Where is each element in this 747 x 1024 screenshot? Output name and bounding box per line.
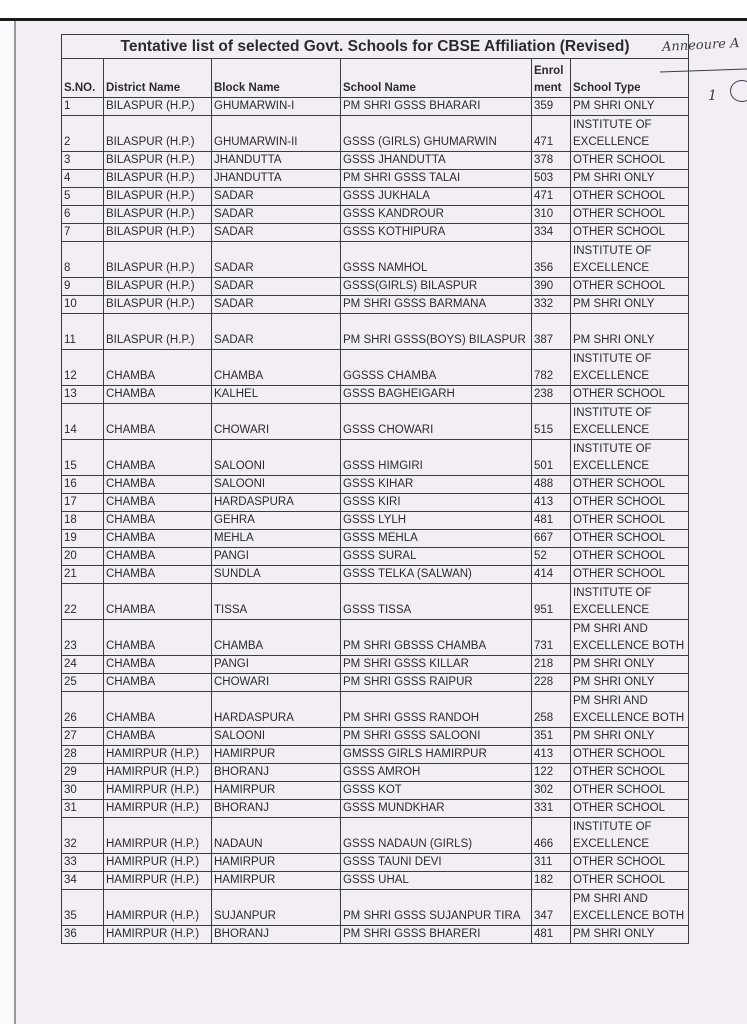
cell-block: SADAR: [212, 206, 341, 224]
table-row: [62, 728, 689, 746]
cell-block: GEHRA: [212, 512, 341, 530]
cell-sno: 27: [62, 728, 104, 746]
cell-enrolment: 667: [532, 530, 571, 548]
cell-type: INSTITUTE OF EXCELLENCE: [571, 350, 689, 386]
scanner-top-margin: [0, 0, 747, 18]
cell-sno: 34: [62, 872, 104, 890]
cell-type: OTHER SCHOOL: [571, 278, 689, 296]
cell-sno: 11: [62, 314, 104, 350]
cell-block: PANGI: [212, 548, 341, 566]
cell-enrolment: 311: [532, 854, 571, 872]
cell-sno: 35: [62, 890, 104, 926]
table-header-row: [62, 59, 689, 98]
table-row: [62, 530, 689, 548]
cell-school: GSSS UHAL: [341, 872, 532, 890]
cell-block: SUNDLA: [212, 566, 341, 584]
cell-school: GSSS NADAUN (GIRLS): [341, 818, 532, 854]
cell-enrolment: 238: [532, 386, 571, 404]
cell-block: HAMIRPUR: [212, 746, 341, 764]
cell-enrolment: 731: [532, 620, 571, 656]
cell-enrolment: 413: [532, 746, 571, 764]
handwritten-circle: [730, 80, 747, 102]
cell-block: SADAR: [212, 278, 341, 296]
cell-sno: 7: [62, 224, 104, 242]
cell-enrolment: 218: [532, 656, 571, 674]
cell-enrolment: 471: [532, 116, 571, 152]
cell-school: GSSS TISSA: [341, 584, 532, 620]
cell-enrolment: 258: [532, 692, 571, 728]
cell-district: BILASPUR (H.P.): [104, 152, 212, 170]
cell-school: GSSS MUNDKHAR: [341, 800, 532, 818]
cell-school: GSSS JUKHALA: [341, 188, 532, 206]
cell-sno: 15: [62, 440, 104, 476]
table-row: [62, 818, 689, 854]
cell-school: PM SHRI GBSSS CHAMBA: [341, 620, 532, 656]
table-row: [62, 620, 689, 656]
cell-school: PM SHRI GSSS SUJANPUR TIRA: [341, 890, 532, 926]
column-header-sno: S.NO.: [62, 59, 104, 98]
cell-type: OTHER SCHOOL: [571, 206, 689, 224]
cell-enrolment: 501: [532, 440, 571, 476]
cell-sno: 8: [62, 242, 104, 278]
cell-district: HAMIRPUR (H.P.): [104, 818, 212, 854]
cell-school: GSSS NAMHOL: [341, 242, 532, 278]
cell-block: PANGI: [212, 656, 341, 674]
cell-district: HAMIRPUR (H.P.): [104, 746, 212, 764]
cell-type: PM SHRI AND EXCELLENCE BOTH: [571, 692, 689, 728]
cell-sno: 26: [62, 692, 104, 728]
cell-block: SADAR: [212, 242, 341, 278]
cell-district: BILASPUR (H.P.): [104, 314, 212, 350]
table-row: [62, 206, 689, 224]
cell-enrolment: 122: [532, 764, 571, 782]
cell-sno: 20: [62, 548, 104, 566]
cell-type: OTHER SCHOOL: [571, 746, 689, 764]
cell-district: CHAMBA: [104, 404, 212, 440]
cell-sno: 4: [62, 170, 104, 188]
cell-sno: 25: [62, 674, 104, 692]
table-row: [62, 584, 689, 620]
cell-enrolment: 481: [532, 926, 571, 944]
cell-school: GSSS KOT: [341, 782, 532, 800]
cell-block: SALOONI: [212, 728, 341, 746]
cell-school: PM SHRI GSSS BHARERI: [341, 926, 532, 944]
cell-type: OTHER SCHOOL: [571, 188, 689, 206]
cell-district: HAMIRPUR (H.P.): [104, 926, 212, 944]
cell-type: PM SHRI ONLY: [571, 314, 689, 350]
cell-school: GSSS CHOWARI: [341, 404, 532, 440]
cell-type: PM SHRI ONLY: [571, 926, 689, 944]
table-row: [62, 278, 689, 296]
cell-enrolment: 466: [532, 818, 571, 854]
cell-block: TISSA: [212, 584, 341, 620]
table-row: [62, 800, 689, 818]
cell-enrolment: 414: [532, 566, 571, 584]
cell-sno: 10: [62, 296, 104, 314]
cell-school: PM SHRI GSSS(BOYS) BILASPUR: [341, 314, 532, 350]
cell-sno: 14: [62, 404, 104, 440]
cell-type: PM SHRI ONLY: [571, 296, 689, 314]
cell-school: GSSS HIMGIRI: [341, 440, 532, 476]
table-row: [62, 746, 689, 764]
cell-sno: 22: [62, 584, 104, 620]
cell-block: SALOONI: [212, 476, 341, 494]
cell-school: GSSS LYLH: [341, 512, 532, 530]
cell-enrolment: 351: [532, 728, 571, 746]
cell-district: BILASPUR (H.P.): [104, 224, 212, 242]
cell-enrolment: 481: [532, 512, 571, 530]
cell-enrolment: 413: [532, 494, 571, 512]
cell-type: OTHER SCHOOL: [571, 854, 689, 872]
cell-sno: 28: [62, 746, 104, 764]
table-row: [62, 674, 689, 692]
cell-enrolment: 310: [532, 206, 571, 224]
cell-sno: 31: [62, 800, 104, 818]
cell-school: PM SHRI GSSS RAIPUR: [341, 674, 532, 692]
cell-type: OTHER SCHOOL: [571, 476, 689, 494]
cell-school: PM SHRI GSSS BHARARI: [341, 98, 532, 116]
cell-type: INSTITUTE OF EXCELLENCE: [571, 404, 689, 440]
cell-sno: 9: [62, 278, 104, 296]
cell-block: HARDASPURA: [212, 494, 341, 512]
cell-district: BILASPUR (H.P.): [104, 278, 212, 296]
table-row: [62, 242, 689, 278]
cell-school: GSSS TAUNI DEVI: [341, 854, 532, 872]
cell-school: GSSS TELKA (SALWAN): [341, 566, 532, 584]
cell-sno: 12: [62, 350, 104, 386]
cell-sno: 19: [62, 530, 104, 548]
cell-school: GGSSS CHAMBA: [341, 350, 532, 386]
table-row: [62, 926, 689, 944]
cell-type: OTHER SCHOOL: [571, 764, 689, 782]
table-row: [62, 98, 689, 116]
cell-block: CHAMBA: [212, 620, 341, 656]
cell-district: CHAMBA: [104, 674, 212, 692]
cell-block: HAMIRPUR: [212, 854, 341, 872]
table-row: [62, 440, 689, 476]
table-row: [62, 890, 689, 926]
cell-block: KALHEL: [212, 386, 341, 404]
cell-sno: 36: [62, 926, 104, 944]
cell-block: HAMIRPUR: [212, 782, 341, 800]
cell-block: SADAR: [212, 314, 341, 350]
cell-sno: 13: [62, 386, 104, 404]
cell-type: PM SHRI AND EXCELLENCE BOTH: [571, 890, 689, 926]
cell-type: PM SHRI ONLY: [571, 170, 689, 188]
cell-district: BILASPUR (H.P.): [104, 242, 212, 278]
cell-enrolment: 387: [532, 314, 571, 350]
cell-school: PM SHRI GSSS KILLAR: [341, 656, 532, 674]
cell-school: GSSS MEHLA: [341, 530, 532, 548]
cell-block: GHUMARWIN-II: [212, 116, 341, 152]
cell-type: OTHER SCHOOL: [571, 800, 689, 818]
cell-district: CHAMBA: [104, 584, 212, 620]
cell-district: CHAMBA: [104, 548, 212, 566]
cell-district: CHAMBA: [104, 566, 212, 584]
cell-district: BILASPUR (H.P.): [104, 98, 212, 116]
cell-enrolment: 359: [532, 98, 571, 116]
cell-type: OTHER SCHOOL: [571, 548, 689, 566]
cell-enrolment: 302: [532, 782, 571, 800]
column-header-type: School Type: [571, 59, 689, 98]
table-row: [62, 350, 689, 386]
cell-district: BILASPUR (H.P.): [104, 296, 212, 314]
cell-type: OTHER SCHOOL: [571, 224, 689, 242]
table-row: [62, 314, 689, 350]
table-row: [62, 494, 689, 512]
cell-enrolment: 347: [532, 890, 571, 926]
cell-district: BILASPUR (H.P.): [104, 206, 212, 224]
cell-type: OTHER SCHOOL: [571, 566, 689, 584]
cell-school: PM SHRI GSSS SALOONI: [341, 728, 532, 746]
cell-block: BHORANJ: [212, 764, 341, 782]
cell-block: CHOWARI: [212, 404, 341, 440]
cell-type: INSTITUTE OF EXCELLENCE: [571, 818, 689, 854]
table-row: [62, 224, 689, 242]
cell-sno: 16: [62, 476, 104, 494]
cell-district: CHAMBA: [104, 386, 212, 404]
cell-enrolment: 390: [532, 278, 571, 296]
cell-sno: 29: [62, 764, 104, 782]
cell-type: INSTITUTE OF EXCELLENCE: [571, 242, 689, 278]
cell-sno: 33: [62, 854, 104, 872]
cell-type: PM SHRI ONLY: [571, 728, 689, 746]
cell-enrolment: 334: [532, 224, 571, 242]
cell-school: GSSS KIHAR: [341, 476, 532, 494]
table-row: [62, 548, 689, 566]
column-header-block: Block Name: [212, 59, 341, 98]
cell-block: HARDASPURA: [212, 692, 341, 728]
cell-district: HAMIRPUR (H.P.): [104, 872, 212, 890]
cell-sno: 17: [62, 494, 104, 512]
cell-sno: 24: [62, 656, 104, 674]
table-row: [62, 386, 689, 404]
cell-school: PM SHRI GSSS BARMANA: [341, 296, 532, 314]
cell-sno: 23: [62, 620, 104, 656]
cell-district: BILASPUR (H.P.): [104, 170, 212, 188]
cell-type: OTHER SCHOOL: [571, 512, 689, 530]
cell-school: PM SHRI GSSS TALAI: [341, 170, 532, 188]
cell-block: NADAUN: [212, 818, 341, 854]
cell-school: GSSS JHANDUTTA: [341, 152, 532, 170]
table-row: [62, 152, 689, 170]
cell-sno: 2: [62, 116, 104, 152]
cell-district: CHAMBA: [104, 620, 212, 656]
table-row: [62, 566, 689, 584]
cell-sno: 3: [62, 152, 104, 170]
cell-type: OTHER SCHOOL: [571, 782, 689, 800]
cell-enrolment: 471: [532, 188, 571, 206]
table-row: [62, 296, 689, 314]
cell-district: CHAMBA: [104, 728, 212, 746]
cell-sno: 21: [62, 566, 104, 584]
cell-block: SUJANPUR: [212, 890, 341, 926]
cell-school: GSSS SURAL: [341, 548, 532, 566]
table-row: [62, 512, 689, 530]
handwritten-mark: 1: [708, 88, 717, 104]
cell-district: CHAMBA: [104, 530, 212, 548]
cell-type: PM SHRI ONLY: [571, 656, 689, 674]
cell-school: GSSS BAGHEIGARH: [341, 386, 532, 404]
table-row: [62, 476, 689, 494]
cell-type: OTHER SCHOOL: [571, 530, 689, 548]
cell-district: BILASPUR (H.P.): [104, 116, 212, 152]
cell-type: PM SHRI ONLY: [571, 98, 689, 116]
cell-enrolment: 782: [532, 350, 571, 386]
cell-block: JHANDUTTA: [212, 170, 341, 188]
cell-district: CHAMBA: [104, 494, 212, 512]
cell-type: OTHER SCHOOL: [571, 872, 689, 890]
cell-district: HAMIRPUR (H.P.): [104, 890, 212, 926]
cell-sno: 32: [62, 818, 104, 854]
cell-district: HAMIRPUR (H.P.): [104, 800, 212, 818]
cell-sno: 1: [62, 98, 104, 116]
cell-block: JHANDUTTA: [212, 152, 341, 170]
cell-block: BHORANJ: [212, 926, 341, 944]
cell-school: GSSS (GIRLS) GHUMARWIN: [341, 116, 532, 152]
handwritten-annexure-note: Anneoure A: [661, 35, 740, 56]
column-header-enrolment: Enrol ment: [532, 59, 571, 98]
cell-enrolment: 515: [532, 404, 571, 440]
cell-block: CHOWARI: [212, 674, 341, 692]
cell-district: CHAMBA: [104, 476, 212, 494]
cell-school: GSSS KIRI: [341, 494, 532, 512]
cell-type: INSTITUTE OF EXCELLENCE: [571, 116, 689, 152]
cell-sno: 6: [62, 206, 104, 224]
cell-enrolment: 356: [532, 242, 571, 278]
cell-block: HAMIRPUR: [212, 872, 341, 890]
cell-enrolment: 951: [532, 584, 571, 620]
cell-enrolment: 228: [532, 674, 571, 692]
table-row: [62, 656, 689, 674]
cell-enrolment: 331: [532, 800, 571, 818]
cell-block: CHAMBA: [212, 350, 341, 386]
column-header-district: District Name: [104, 59, 212, 98]
table-row: [62, 170, 689, 188]
cell-block: SALOONI: [212, 440, 341, 476]
table-row: [62, 782, 689, 800]
column-header-school: School Name: [341, 59, 532, 98]
schools-table: [61, 34, 689, 944]
cell-sno: 18: [62, 512, 104, 530]
cell-block: GHUMARWIN-I: [212, 98, 341, 116]
cell-district: HAMIRPUR (H.P.): [104, 764, 212, 782]
table-row: [62, 188, 689, 206]
cell-sno: 30: [62, 782, 104, 800]
cell-district: CHAMBA: [104, 350, 212, 386]
cell-district: HAMIRPUR (H.P.): [104, 782, 212, 800]
cell-enrolment: 378: [532, 152, 571, 170]
table-row: [62, 404, 689, 440]
cell-type: OTHER SCHOOL: [571, 152, 689, 170]
cell-school: GSSS KOTHIPURA: [341, 224, 532, 242]
table-row: [62, 764, 689, 782]
cell-type: OTHER SCHOOL: [571, 494, 689, 512]
cell-block: SADAR: [212, 224, 341, 242]
table-row: [62, 692, 689, 728]
cell-school: PM SHRI GSSS RANDOH: [341, 692, 532, 728]
table-row: [62, 854, 689, 872]
cell-school: GMSSS GIRLS HAMIRPUR: [341, 746, 532, 764]
cell-enrolment: 488: [532, 476, 571, 494]
table-row: [62, 872, 689, 890]
cell-district: BILASPUR (H.P.): [104, 188, 212, 206]
cell-sno: 5: [62, 188, 104, 206]
cell-school: GSSS AMROH: [341, 764, 532, 782]
cell-block: SADAR: [212, 188, 341, 206]
cell-district: CHAMBA: [104, 512, 212, 530]
cell-type: PM SHRI ONLY: [571, 674, 689, 692]
cell-block: BHORANJ: [212, 800, 341, 818]
cell-type: INSTITUTE OF EXCELLENCE: [571, 584, 689, 620]
cell-district: CHAMBA: [104, 656, 212, 674]
cell-school: GSSS(GIRLS) BILASPUR: [341, 278, 532, 296]
cell-school: GSSS KANDROUR: [341, 206, 532, 224]
table-row: [62, 116, 689, 152]
cell-block: MEHLA: [212, 530, 341, 548]
cell-enrolment: 182: [532, 872, 571, 890]
cell-district: HAMIRPUR (H.P.): [104, 854, 212, 872]
cell-enrolment: 503: [532, 170, 571, 188]
cell-type: PM SHRI AND EXCELLENCE BOTH: [571, 620, 689, 656]
cell-enrolment: 52: [532, 548, 571, 566]
cell-enrolment: 332: [532, 296, 571, 314]
cell-type: INSTITUTE OF EXCELLENCE: [571, 440, 689, 476]
document-title: Tentative list of selected Govt. Schools for CBSE Affiliation (Revised): [62, 35, 689, 59]
cell-block: SADAR: [212, 296, 341, 314]
cell-district: CHAMBA: [104, 440, 212, 476]
cell-district: CHAMBA: [104, 692, 212, 728]
cell-type: OTHER SCHOOL: [571, 386, 689, 404]
